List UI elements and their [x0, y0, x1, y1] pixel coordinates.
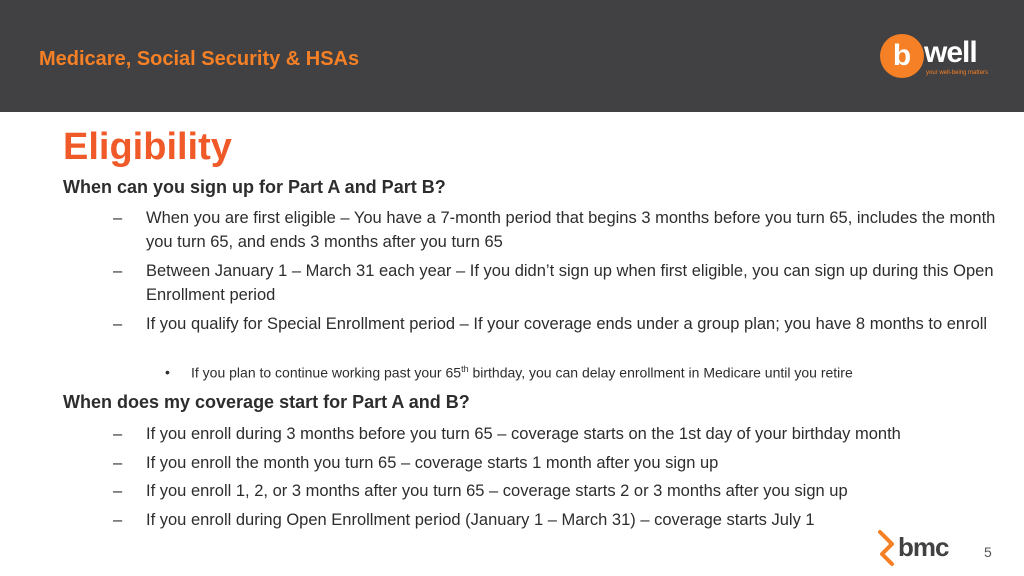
dash-marker: –: [113, 315, 123, 333]
list-item-text: If you qualify for Special Enrollment period – If your coverage ends under a group plan; you have 8 months to enroll: [146, 315, 988, 333]
question-sign-up: When can you sign up for Part A and Part B?: [63, 177, 446, 197]
dash-marker: –: [113, 454, 123, 472]
slide-title: Eligibility: [63, 126, 232, 168]
bullet-marker: •: [165, 364, 170, 380]
list-item: [113, 312, 1003, 360]
bwell-logo-well: well: [924, 36, 977, 69]
sub-text-superscript: th: [461, 364, 469, 374]
page-number: 5: [984, 544, 992, 560]
dash-marker: –: [113, 482, 123, 500]
header-title: Medicare, Social Security & HSAs: [39, 48, 360, 70]
slide-header: [0, 0, 1024, 112]
bmc-logo-word: bmc: [898, 532, 949, 562]
dash-marker: –: [113, 511, 123, 529]
bwell-logo-b: b: [892, 39, 912, 72]
list-item-text: Between January 1 – March 31 each year – If you didn’t sign up when first eligible, you can sign up during this Open Enrollment period: [146, 262, 994, 304]
list-item-text: If you enroll during Open Enrollment period (January 1 – March 31) – coverage starts July 1: [146, 511, 815, 529]
list-item-text: If you enroll during 3 months before you turn 65 – coverage starts on the 1st day of your birthday month: [146, 425, 901, 443]
list-item-text: If you enroll 1, 2, or 3 months after you turn 65 – coverage starts 2 or 3 months after you sign up: [146, 482, 848, 500]
list-item-text: If you enroll the month you turn 65 – coverage starts 1 month after you sign up: [146, 454, 719, 472]
bmc-logo: [876, 530, 966, 566]
sub-list-item-text: [191, 364, 853, 381]
list-item: [113, 259, 1003, 307]
sub-text-before: If you plan to continue working past your 65: [191, 364, 462, 381]
list-item-text: When you are first eligible – You have a 7-month period that begins 3 months before you turn 65, includes the month you turn 65, and ends 3 months after you turn 65: [146, 209, 996, 251]
bwell-logo-tagline: your well-being matters: [926, 70, 989, 76]
dash-marker: –: [113, 425, 123, 443]
sub-text-after: birthday, you can delay enrollment in Medicare until you retire: [468, 364, 853, 381]
bwell-logo: [880, 32, 995, 82]
question-coverage-start: When does my coverage start for Part A and B?: [63, 392, 470, 412]
list-item: [113, 206, 1003, 254]
bmc-chevron-icon: [876, 530, 898, 566]
dash-marker: –: [113, 209, 123, 227]
dash-marker: –: [113, 262, 123, 280]
